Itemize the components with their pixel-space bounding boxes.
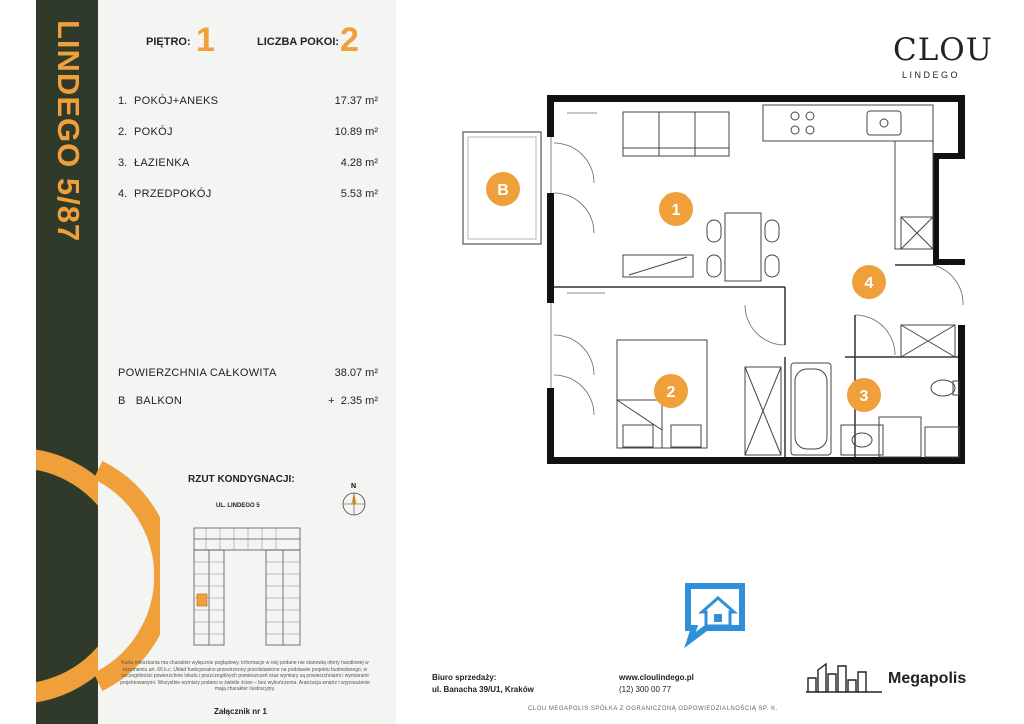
floor-label: PIĘTRO: [146,36,191,48]
sales-office: Biuro sprzedaży: ul. Banacha 39/U1, Kraków [432,673,534,694]
brand-logo: CLOU [893,32,993,68]
svg-text:2: 2 [666,384,676,401]
skyline-logo-icon [806,660,882,694]
room-marker-balcony [486,172,520,206]
room-marker-2 [654,374,688,408]
room-row: 2. POKÓJ 10.89 m² [118,126,378,138]
room-marker-1 [659,192,693,226]
building-footprint [186,520,306,650]
company-name: CLOU MEGAPOLIS SPÓŁKA Z OGRANICZONĄ ODPOWIEDZIALNOŚCIĄ SP. K. [528,706,778,712]
room-row: 3. ŁAZIENKA 4.28 m² [118,157,378,169]
apartment-title: LINDEGO 5/87 [51,20,86,243]
svg-text:4: 4 [864,275,874,292]
house-logo-icon [678,578,758,648]
floor-plan-title: RZUT KONDYGNACJI: [188,474,295,485]
balcony-area-row: B BALKON + 2.35 m² [118,395,378,407]
web-contact: www.cloulindego.pl (12) 300 00 77 [619,673,694,694]
street-label: UL. LINDEGO 5 [216,503,260,509]
total-area-row: POWIERZCHNIA CAŁKOWITA 38.07 m² [118,367,378,379]
svg-text:B: B [497,182,509,199]
floor-value: 1 [196,21,215,59]
svg-text:1: 1 [671,202,681,219]
room-marker-4 [852,265,886,299]
disclaimer-text: Karta mieszkania ma charakter wyłącznie poglądowy. Informacje w niej podane nie stanowią oferty handlowej w rozumieniu art. 66 k.c. Układ funkcjonalno-przestrzenny przedstawiono na podstawie projektu budowlanego, w szczególności powierzchnie lokalu i poszczególnych pomieszczeń oraz wymiary są powierzchniami i wymiarami projektowanymi. Wszystkie wymiary podano w świetle ścian – bez wykończenia. Aranżacja wnętrz i wyposażenie mają charakter ilustracyjny. [120,660,370,692]
floor-plan [455,85,975,475]
brand-subtitle: LINDEGO [902,70,961,80]
room-marker-3 [847,378,881,412]
svg-text:3: 3 [859,388,869,405]
room-row: 4. PRZEDPOKÓJ 5.53 m² [118,188,378,200]
rooms-count-value: 2 [340,21,359,59]
rooms-count-label: LICZBA POKOI: [257,36,340,48]
compass-icon [338,480,370,520]
svg-text:N: N [351,483,357,490]
room-row: 1. POKÓJ+ANEKS 17.37 m² [118,95,378,107]
attachment-label: Załącznik nr 1 [214,707,267,716]
developer-name: Megapolis [888,670,967,687]
